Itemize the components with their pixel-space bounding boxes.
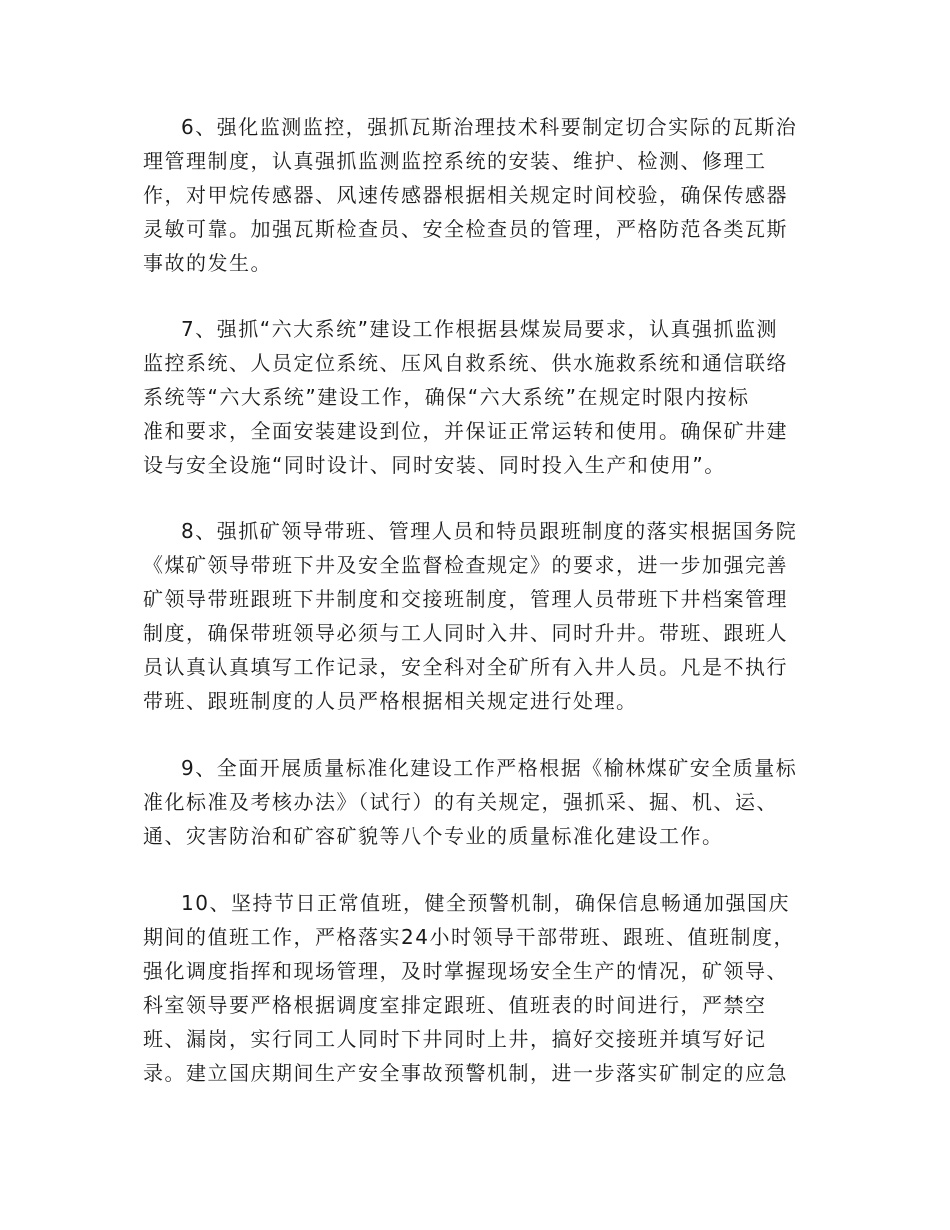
text-line: 科室领导要严格根据调度室排定跟班、值班表的时间进行，严禁空 xyxy=(143,993,767,1017)
text-line: 制度，确保带班领导必须与工人同时入井、同时升井。带班、跟班人 xyxy=(143,621,788,645)
text-line: 带班、跟班制度的人员严格根据相关规定进行处理。 xyxy=(143,689,638,713)
text-line: 灵敏可靠。加强瓦斯检查员、安全检查员的管理，严格防范各类瓦斯 xyxy=(143,217,788,241)
text-line: 系统等“六大系统”建设工作，确保“六大系统”在规定时限内按标 xyxy=(143,385,750,409)
text-line: 监控系统、人员定位系统、压风自救系统、供水施救系统和通信联络 xyxy=(143,351,788,375)
paragraph-item-6 xyxy=(143,110,823,280)
text-line: 6、强化监测监控，强抓瓦斯治理技术科要制定切合实际的瓦斯治 xyxy=(181,115,798,139)
paragraph-item-7 xyxy=(143,312,823,482)
text-line: 10、坚持节日正常值班，健全预警机制，确保信息畅通加强国庆 xyxy=(181,891,790,915)
text-line: 作，对甲烷传感器、风速传感器根据相关规定时间校验，确保传感器 xyxy=(143,183,788,207)
text-line: 录。建立国庆期间生产安全事故预警机制，进一步落实矿制定的应急 xyxy=(143,1061,788,1085)
text-line: 设与安全设施“同时设计、同时安装、同时投入生产和使用”。 xyxy=(143,453,726,477)
text-line: 7、强抓“六大系统”建设工作根据县煤炭局要求，认真强抓监测 xyxy=(181,317,778,341)
text-line: 《煤矿领导带班下井及安全监督检查规定》的要求，进一步加强完善 xyxy=(143,553,788,577)
text-line: 9、全面开展质量标准化建设工作严格根据《榆林煤矿安全质量标 xyxy=(181,756,798,780)
paragraph-item-8 xyxy=(143,514,823,718)
paragraph-item-9 xyxy=(143,751,823,853)
text-line: 期间的值班工作，严格落实24小时领导干部带班、跟班、值班制度， xyxy=(143,925,795,949)
text-line: 强化调度指挥和现场管理，及时掌握现场安全生产的情况，矿领导、 xyxy=(143,959,788,983)
paragraph-item-10 xyxy=(143,886,823,1090)
text-line: 理管理制度，认真强抓监测监控系统的安装、维护、检测、修理工 xyxy=(143,149,767,173)
text-line: 矿领导带班跟班下井制度和交接班制度，管理人员带班下井档案管理 xyxy=(143,587,788,611)
text-line: 8、强抓矿领导带班、管理人员和特员跟班制度的落实根据国务院 xyxy=(181,519,798,543)
text-line: 准化标准及考核办法》（试行）的有关规定，强抓采、掘、机、运、 xyxy=(143,790,778,814)
text-line: 事故的发生。 xyxy=(143,251,272,275)
text-line: 准和要求，全面安装建设到位，并保证正常运转和使用。确保矿井建 xyxy=(143,419,788,443)
text-line: 班、漏岗，实行同工人同时下井同时上井，搞好交接班并填写好记 xyxy=(143,1027,767,1051)
text-line: 员认真认真填写工作记录，安全科对全矿所有入井人员。凡是不执行 xyxy=(143,655,788,679)
text-line: 通、灾害防治和矿容矿貌等八个专业的质量标准化建设工作。 xyxy=(143,824,724,848)
